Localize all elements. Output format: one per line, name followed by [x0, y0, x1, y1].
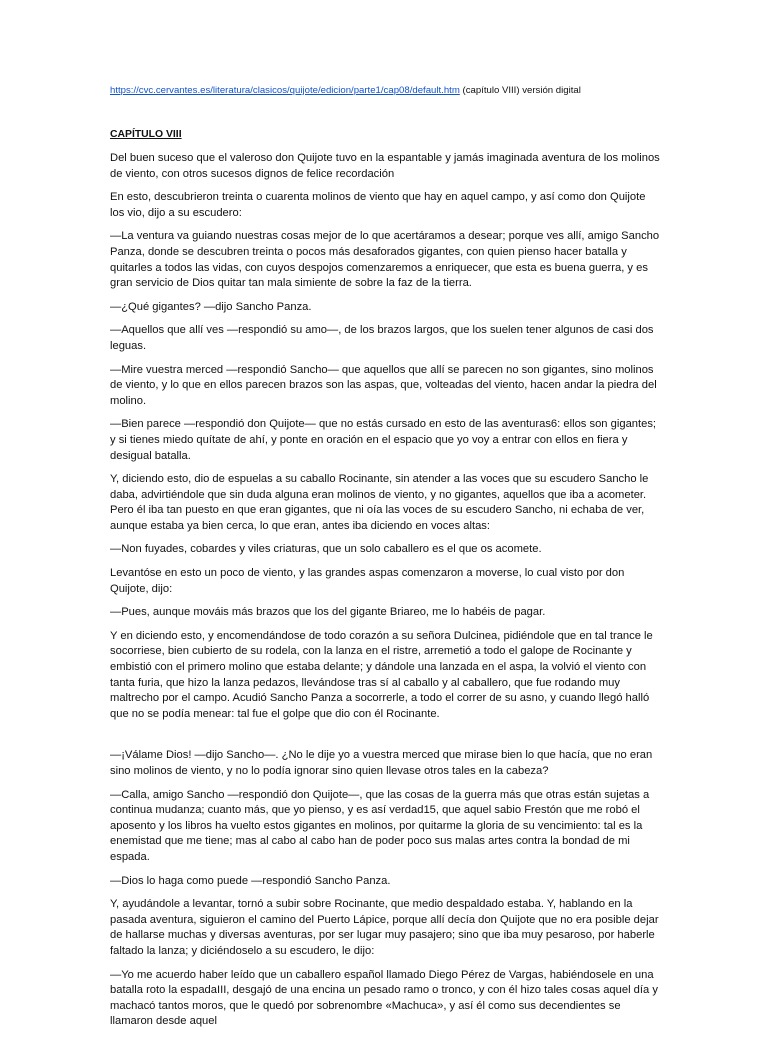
chapter-title: CAPÍTULO VIII	[110, 129, 182, 140]
paragraph: —Non fuyades, cobardes y viles criaturas, que un solo caballero es el que os acomete.	[110, 543, 542, 556]
paragraph: —Mire vuestra merced —respondió Sancho— que aquellos que allí se parecen no son gigantes, sino molinos de viento, y lo que en ellos parecen brazos son las aspas, que, volteadas del viento, hacen andar la piedra del molino.	[110, 363, 657, 407]
paragraph-group-a	[110, 151, 662, 722]
paragraph: —Pues, aunque mováis más brazos que los del gigante Briareo, me lo habéis de pagar.	[110, 606, 546, 619]
chapter-subtitle: Del buen suceso que el valeroso don Quijote tuvo en la espantable y jamás imaginada aventura de los molinos de viento, con otros sucesos dignos de felice recordación	[110, 152, 660, 180]
paragraph: —Calla, amigo Sancho —respondió don Quijote—, que las cosas de la guerra más que otras están sujetas a continua mudanza; cuanto más, que yo pienso, y es así verdad15, que aquel sabio Frestón que me robó el aposento y los libros ha vuelto estos gigantes en molinos, por quitarme la gloria de su vencimiento: tal es la enemistad que me tiene; mas al cabo al cabo han de poder poco sus malas artes contra la bondad de mi espada.	[110, 788, 650, 863]
paragraph: Y en diciendo esto, y encomendándose de todo corazón a su señora Dulcinea, pidiéndole que en tal trance le socorriese, bien cubierto de su rodela, con la lanza en el ristre, arremetió a todo el galope de Rocinante y embistió con el primero molino que estaba delante; y dándole una lanzada en el aspa, la volvió el viento con tanta furia, que hizo la lanza pedazos, llevándose tras sí al caballo y al caballero, que fue rodando muy maltrecho por el campo. Acudió Sancho Panza a socorrerle, a todo el correr de su asno, y cuando llegó halló que no se podía menear: tal fue el golpe que dio con él Rocinante.	[110, 629, 653, 720]
paragraph: Y, ayudándole a levantar, tornó a subir sobre Rocinante, que medio despaldado estaba. Y, hablando en la pasada aventura, siguieron el camino del Puerto Lápice, porque allí decía don Quijote que no era posible dejar de hallarse muchas y diversas aventuras, por ser lugar muy pasajero; sino que iba muy pesaroso, por haberle faltado la lanza; y diciéndoselo a su escudero, le dijo:	[110, 898, 659, 957]
blank-gap	[110, 730, 662, 748]
source-link[interactable]: https://cvc.cervantes.es/literatura/clasicos/quijote/edicion/parte1/cap08/default.htm	[110, 85, 460, 96]
document-page	[110, 84, 662, 1038]
paragraph: En esto, descubrieron treinta o cuarenta molinos de viento que hay en aquel campo, y así como don Quijote los vio, dijo a su escudero:	[110, 191, 646, 219]
source-line	[110, 84, 662, 97]
paragraph: Y, diciendo esto, dio de espuelas a su caballo Rocinante, sin atender a las voces que su escudero Sancho le daba, advirtiéndole que sin duda alguna eran molinos de viento, y no gigantes, aquellos que iba a acometer. Pero él iba tan puesto en que eran gigantes, que ni oía las voces de su escudero Sancho, ni echaba de ver, aunque estaba ya bien cerca, lo que eran, antes iba diciendo en voces altas:	[110, 473, 649, 532]
paragraph-group-b	[110, 748, 662, 1030]
paragraph: Levantóse en esto un poco de viento, y las grandes aspas comenzaron a moverse, lo cual visto por don Quijote, dijo:	[110, 567, 625, 595]
paragraph: —¡Válame Dios! —dijo Sancho—. ¿No le dije yo a vuestra merced que mirase bien lo que hacía, que no eran sino molinos de viento, y no lo podía ignorar sino quien llevase otros tales en la cabeza?	[110, 749, 653, 777]
paragraph: —La ventura va guiando nuestras cosas mejor de lo que acertáramos a desear; porque ves allí, amigo Sancho Panza, donde se descubren treinta o pocos más desaforados gigantes, con quien pienso hacer batalla y quitarles a todos las vidas, con cuyos despojos comenzaremos a enriquecer, que esta es buena guerra, y es gran servicio de Dios quitar tan mala simiente de sobre la faz de la tierra.	[110, 230, 660, 290]
paragraph: —¿Qué gigantes? —dijo Sancho Panza.	[110, 300, 312, 313]
paragraph: —Bien parece —respondió don Quijote— que no estás cursado en esto de las aventuras6: ellos son gigantes; y si tienes miedo quítate de ahí, y ponte en oración en el espacio que yo voy a entrar con ellos en fiera y desigual batalla.	[110, 418, 657, 462]
paragraph: —Aquellos que allí ves —respondió su amo—, de los brazos largos, que los suelen tener algunos de casi dos leguas.	[110, 324, 654, 352]
paragraph: —Yo me acuerdo haber leído que un caballero español llamado Diego Pérez de Vargas, habiéndosele en una batalla roto la espadaIII, desgajó de una encina un pesado ramo o tronco, y con él hizo tales cosas aquel día y machacó tantos moros, que le quedó por sobrenombre «Machuca», y así él como sus decendientes se llamaron desde aquel	[110, 968, 658, 1028]
paragraph: —Dios lo haga como puede —respondió Sancho Panza.	[110, 874, 391, 887]
source-description: (capítulo VIII) versión digital	[459, 85, 581, 96]
